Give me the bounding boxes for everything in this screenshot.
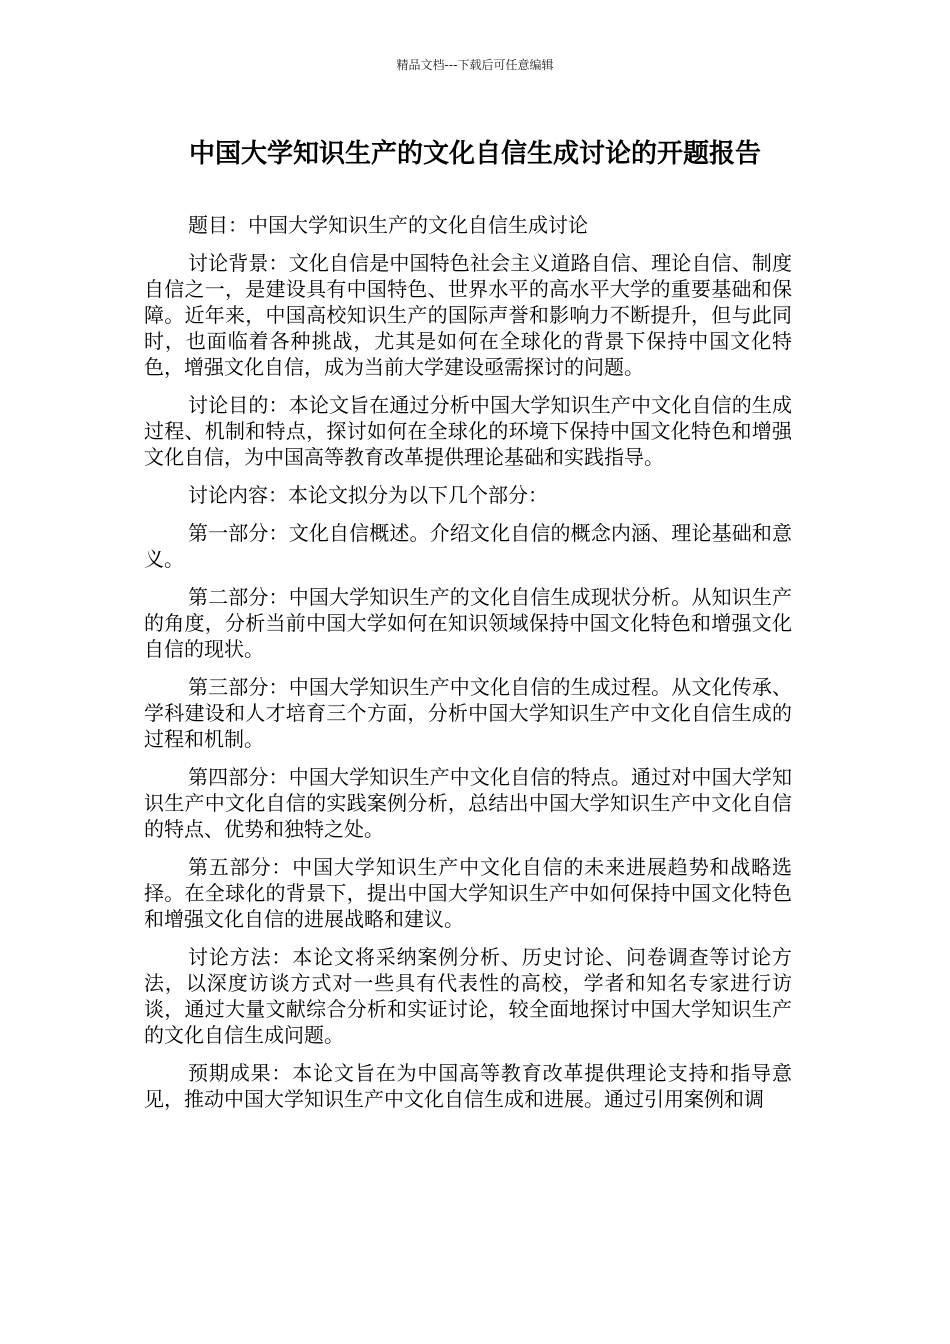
paragraph-background: 讨论背景：文化自信是中国特色社会主义道路自信、理论自信、制度自信之一，是建设具有中国特色、世界水平的高水平大学的重要基础和保障。近年来，中国高校知识生产的国际声誉和影响力不断提升，但与此同时，也面临着各种挑战，尤其是如何在全球化的背景下保持中国文化特色，增强文化自信，成为当前大学建设亟需探讨的问题。 <box>144 251 792 379</box>
paragraph-content: 讨论内容：本论文拟分为以下几个部分： <box>188 483 548 507</box>
page-header: 精品文档---下载后可任意编辑 <box>396 58 554 72</box>
paragraph-part-one: 第一部分：文化自信概述。介绍文化自信的概念内涵、理论基础和意义。 <box>144 521 792 571</box>
paragraph-part-two: 第二部分：中国大学知识生产的文化自信生成现状分析。从知识生产的角度，分析当前中国大学如何在知识领域保持中国文化特色和增强文化自信的现状。 <box>144 585 792 661</box>
paragraph-part-three: 第三部分：中国大学知识生产中文化自信的生成过程。从文化传承、学科建设和人才培育三个方面，分析中国大学知识生产中文化自信生成的过程和机制。 <box>144 675 792 751</box>
document-title: 中国大学知识生产的文化自信生成讨论的开题报告 <box>188 139 761 169</box>
paragraph-purpose: 讨论目的：本论文旨在通过分析中国大学知识生产中文化自信的生成过程、机制和特点，探讨如何在全球化的环境下保持中国文化特色和增强文化自信，为中国高等教育改革提供理论基础和实践指导。 <box>144 393 792 469</box>
paragraph-method: 讨论方法：本论文将采纳案例分析、历史讨论、问卷调查等讨论方法，以深度访谈方式对一些具有代表性的高校，学者和知名专家进行访谈，通过大量文献综合分析和实证讨论，较全面地探讨中国大学知识生产的文化自信生成问题。 <box>144 945 792 1047</box>
paragraph-part-four: 第四部分：中国大学知识生产中文化自信的特点。通过对中国大学知识生产中文化自信的实践案例分析，总结出中国大学知识生产中文化自信的特点、优势和独特之处。 <box>144 765 792 841</box>
paragraph-expected-results: 预期成果：本论文旨在为中国高等教育改革提供理论支持和指导意见，推动中国大学知识生产中文化自信生成和进展。通过引用案例和调 <box>144 1061 792 1111</box>
document-body <box>144 212 792 1124</box>
paragraph-part-five: 第五部分：中国大学知识生产中文化自信的未来进展趋势和战略选择。在全球化的背景下，提出中国大学知识生产中如何保持中国文化特色和增强文化自信的进展战略和建议。 <box>144 855 792 931</box>
paragraph-topic: 题目：中国大学知识生产的文化自信生成讨论 <box>188 213 588 237</box>
